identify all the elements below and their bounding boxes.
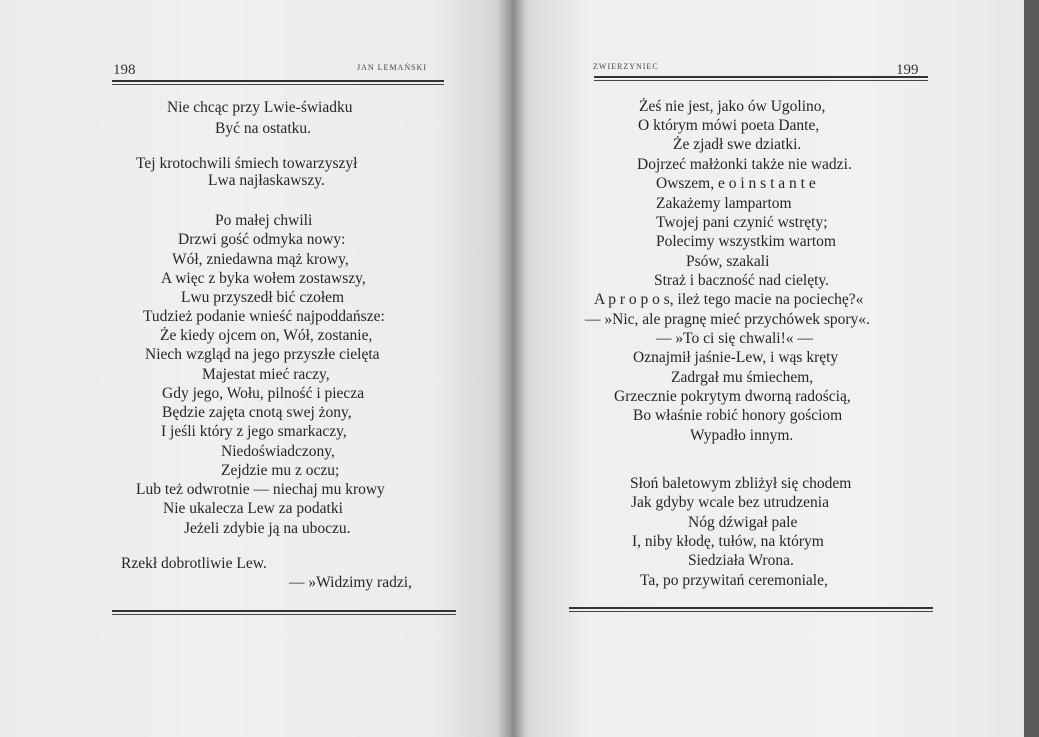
verse-line: Drzwi gość odmyka nowy: (178, 231, 346, 248)
verse-line: Nóg dźwigał pale (688, 514, 798, 531)
verse-line: A p r o p o s, ileż tego macie na pociechę?« (594, 291, 864, 308)
verse-line: Ta, po przywitań ceremoniale, (640, 572, 828, 589)
verse-line: Oznajmił jaśnie-Lew, i wąs kręty (633, 349, 839, 366)
verse-line: Owszem, e o i n s t a n t e (656, 175, 816, 192)
page-number: 198 (113, 62, 136, 78)
verse-line: Psów, szakali (686, 253, 770, 270)
verse-line: Zakażemy lampartom (656, 195, 792, 212)
verse-line: Słoń baletowym zbliżył się chodem (630, 475, 852, 492)
verse-line: Twojej pani czynić wstręty; (656, 214, 828, 231)
verse-line: Majestat mieć raczy, (202, 366, 330, 383)
verse-line: Jeżeli zdybie ją na uboczu. (184, 520, 351, 537)
verse-line: Jak gdyby wcale bez utrudzenia (631, 494, 829, 511)
verse-line: Lub też odwrotnie — niechaj mu krowy (136, 481, 385, 498)
right-page (512, 0, 1024, 737)
book-spine-shadow (498, 0, 526, 737)
verse-line: Rzekł dobrotliwie Lew. (121, 555, 267, 572)
verse-line: Zadrgał mu śmiechem, (671, 369, 814, 386)
verse-line: — »Nic, ale pragnę mieć przychówek spory«. (585, 311, 870, 328)
verse-line: Będzie zajęta cnotą swej żony, (162, 404, 352, 421)
verse-line: — »To ci się chwali!« — (656, 330, 813, 347)
running-head: ZWIERZYNIEC (593, 62, 659, 71)
verse-line: Że kiedy ojcem on, Wół, zostanie, (160, 327, 373, 344)
verse-line: Być na ostatku. (215, 120, 311, 137)
verse-line: Niech wzgląd na jego przyszłe cielęta (145, 346, 380, 363)
page-number: 199 (896, 62, 919, 78)
header-rule (112, 80, 444, 82)
verse-line: Gdy jego, Wołu, pilność i piecza (162, 385, 365, 402)
verse-line: Siedziała Wrona. (688, 552, 794, 569)
verse-line: Nie chcąc przy Lwie-świadku (167, 99, 353, 116)
verse-line: Nie ukalecza Lew za podatki (163, 500, 343, 517)
verse-line: I jeśli który z jego smarkaczy, (161, 423, 347, 440)
footer-rule-thin (112, 614, 456, 615)
verse-line: Żeś nie jest, jako ów Ugolino, (639, 98, 826, 115)
header-rule (594, 76, 928, 78)
verse-line: I, niby kłodę, tułów, na którym (632, 533, 824, 550)
footer-rule-thin (569, 611, 933, 612)
footer-rule (569, 607, 933, 609)
verse-line: Bo właśnie robić honory gościom (633, 407, 843, 424)
footer-rule (112, 610, 456, 612)
verse-line: Straż i baczność nad cielęty. (654, 272, 830, 289)
verse-line: A więc z byka wołem zostawszy, (161, 270, 366, 287)
running-head: JAN LEMAŃSKI (357, 63, 427, 72)
verse-line: Wół, zniedawna mąż krowy, (172, 251, 349, 268)
verse-line: Niedoświadczony, (221, 443, 335, 460)
verse-line: Zejdzie mu z oczu; (221, 462, 340, 479)
header-rule-thin (112, 84, 444, 85)
left-page (0, 0, 512, 737)
verse-line: Grzecznie pokrytym dworną radością, (614, 388, 851, 405)
header-rule-thin (594, 80, 928, 81)
verse-line: Że zjadł swe dziatki. (673, 136, 802, 153)
verse-line: Polecimy wszystkim wartom (656, 233, 836, 250)
verse-line: Tej krotochwili śmiech towarzyszył (136, 155, 358, 172)
verse-line: Dojrzeć małżonki także nie wadzi. (637, 156, 852, 173)
verse-line: Tudzież podanie wnieść najpoddańsze: (143, 308, 385, 325)
verse-line: Wypadło innym. (690, 427, 794, 444)
verse-line: O którym mówi poeta Dante, (638, 117, 820, 134)
verse-line: Lwa najłaskawszy. (208, 172, 325, 189)
verse-line: Po małej chwili (215, 212, 313, 229)
verse-line: Lwu przyszedł bić czołem (181, 289, 345, 306)
verse-line: — »Widzimy radzi, (289, 574, 412, 591)
